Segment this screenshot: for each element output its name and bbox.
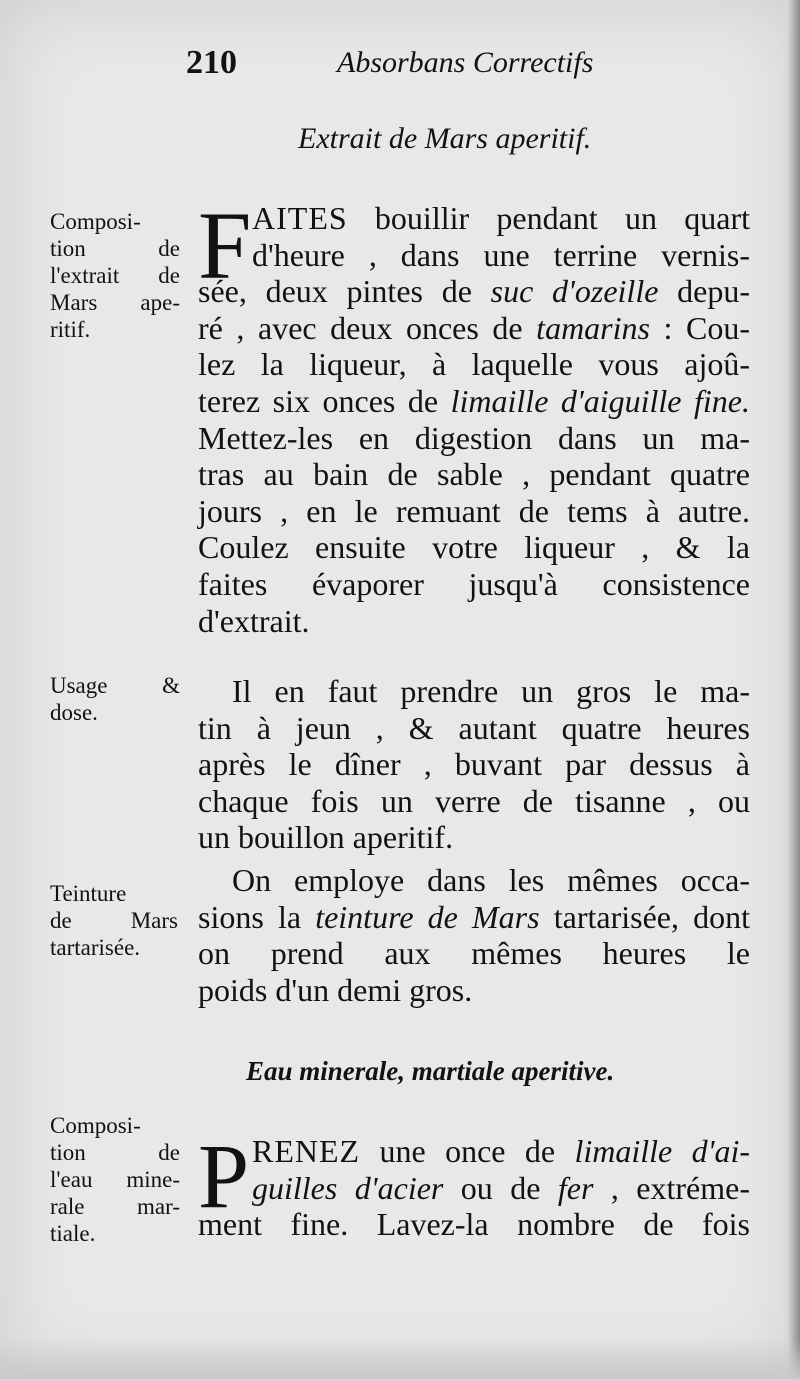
- running-head: Absorbans Correctifs: [337, 46, 594, 79]
- margin-note-line: l'eau mine-: [50, 1167, 180, 1192]
- margin-note-line: tiale.: [50, 1221, 96, 1246]
- margin-note-line: tion de: [50, 236, 180, 261]
- paragraph-extrait: [198, 192, 751, 639]
- text-line: faites évaporer jusqu'à consistence: [198, 565, 750, 602]
- margin-note-teinture: [50, 880, 178, 961]
- text-line: sions la teinture de Mars tartarisée, dont: [198, 898, 751, 935]
- margin-note-line: tartarisée.: [50, 935, 141, 960]
- text-line: chaque fois un verre de tisanne , ou: [198, 782, 750, 819]
- margin-note-line: rale mar-: [50, 1194, 180, 1219]
- text-line: guilles d'acier ou de fer , extréme-: [252, 1169, 750, 1206]
- text-line: Mettez-les en digestion dans un ma-: [198, 419, 750, 456]
- text-line: tin à jeun , & autant quatre heures: [198, 709, 750, 746]
- text-line: poids d'un demi gros.: [198, 971, 473, 1008]
- page-edge-shadow: [782, 0, 800, 1379]
- margin-note-line: de Mars: [50, 908, 178, 933]
- text-line: jours , en le remuant de tems à autre.: [198, 492, 750, 529]
- text-line: Il en faut prendre un gros le ma-: [232, 673, 750, 709]
- margin-note-line: l'extrait de: [50, 263, 180, 288]
- margin-note-line: Mars ape-: [50, 290, 180, 315]
- margin-note-line: Teinture: [50, 881, 127, 906]
- text-line: RENEZ une once de limaille d'ai-: [252, 1133, 751, 1169]
- paragraph-teinture: [198, 862, 750, 1008]
- text-line: Coulez ensuite votre liqueur , & la: [198, 529, 750, 566]
- margin-note-line: tion de: [50, 1140, 180, 1165]
- page-number: 210: [186, 44, 237, 81]
- drop-cap-p: P: [198, 1125, 250, 1227]
- text-line: tras au bain de sable , pendant quatre: [198, 456, 750, 493]
- page-bottom-shadow: [0, 1339, 800, 1379]
- page-header: [0, 44, 800, 94]
- margin-note-line: Composi-: [50, 1113, 141, 1138]
- margin-note-line: dose.: [50, 700, 98, 725]
- text-line: d'heure , dans une terrine vernis-: [252, 236, 750, 273]
- margin-note-composition-extrait: [50, 208, 180, 343]
- text-line: on prend aux mêmes heures le: [198, 935, 750, 972]
- margin-note-composition-eau: [50, 1112, 180, 1247]
- drop-cap-f: F: [198, 192, 252, 299]
- text-line: AITES bouillir pendant un quart: [252, 200, 750, 236]
- section-title-eau-minerale: Eau minerale, martiale aperitive.: [246, 1056, 615, 1086]
- text-line: ré , avec deux onces de tamarins : Cou-: [198, 309, 751, 346]
- text-line: terez six onces de limaille d'aiguille fine.: [198, 382, 751, 419]
- paragraph-eau-minerale: [198, 1133, 750, 1243]
- margin-note-line: ritif.: [50, 317, 91, 342]
- text-line: sée, deux pintes de suc d'ozeille depu-: [198, 273, 750, 310]
- text-line: On employe dans les mêmes occa-: [232, 862, 750, 898]
- text-line: d'extrait.: [198, 602, 310, 639]
- text-line: un bouillon aperitif.: [198, 819, 454, 856]
- text-line: ment fine. Lavez-la nombre de fois: [198, 1206, 750, 1243]
- text-line: après le dîner , buvant par dessus à: [198, 746, 750, 783]
- margin-note-line: Composi-: [50, 209, 141, 234]
- margin-note-line: Usage &: [50, 673, 180, 698]
- text-line: lez la liqueur, à laquelle vous ajoû-: [198, 346, 750, 383]
- section-title-extrait: Extrait de Mars aperitif.: [298, 122, 592, 155]
- margin-note-usage-dose: [50, 672, 180, 726]
- paragraph-usage: [198, 673, 750, 856]
